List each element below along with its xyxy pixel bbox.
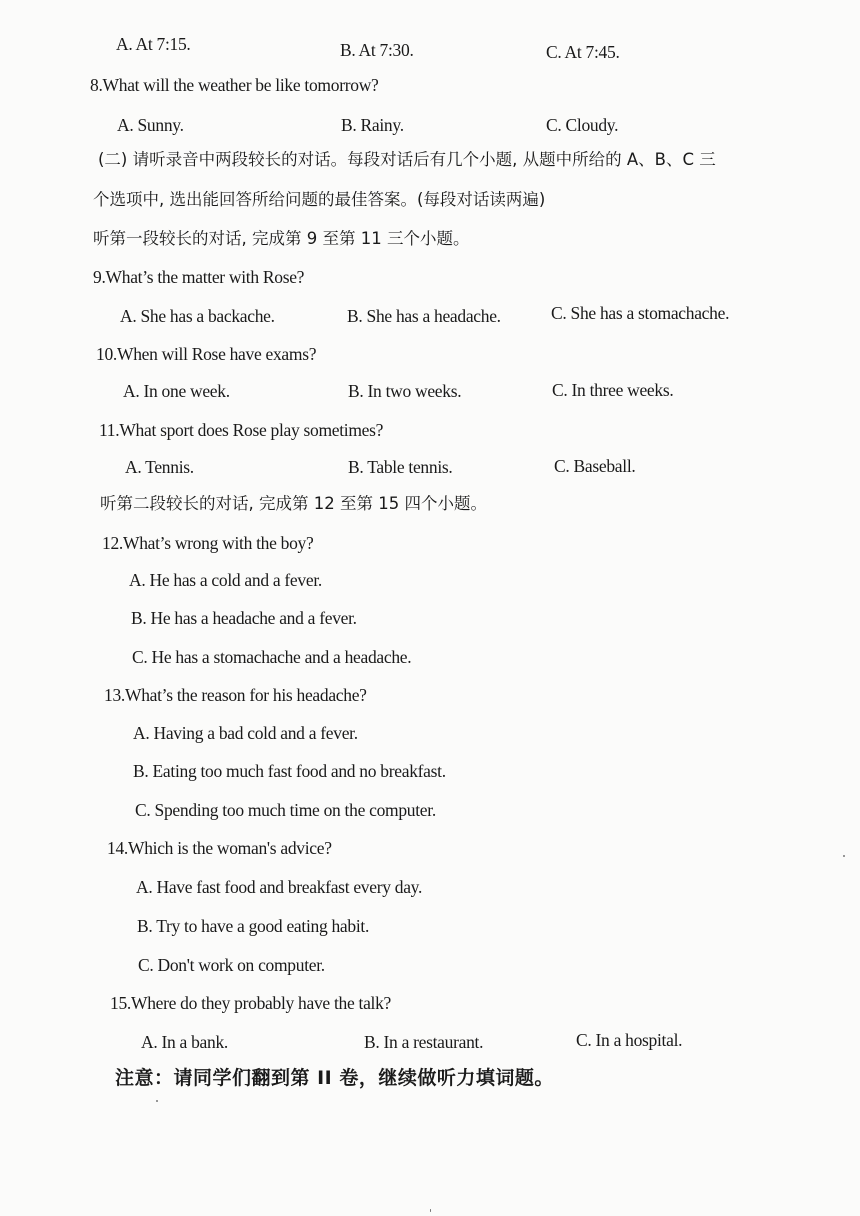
q13-option-b: B. Eating too much fast food and no breakfast. bbox=[133, 761, 446, 781]
q14-option-c: C. Don't work on computer. bbox=[138, 955, 325, 975]
q7-option-b: B. At 7:30. bbox=[340, 40, 414, 60]
q12-question: 12.What’s wrong with the boy? bbox=[102, 533, 314, 553]
q15-option-c: C. In a hospital. bbox=[576, 1030, 683, 1050]
q12-option-b: B. He has a headache and a fever. bbox=[131, 608, 357, 628]
scan-speck bbox=[430, 1209, 431, 1212]
q8-option-c: C. Cloudy. bbox=[546, 115, 619, 135]
q9-option-a: A. She has a backache. bbox=[120, 306, 275, 326]
q9-option-c: C. She has a stomachache. bbox=[551, 303, 730, 323]
q10-option-c: C. In three weeks. bbox=[552, 380, 674, 400]
q8-question: 8.What will the weather be like tomorrow? bbox=[90, 75, 379, 95]
scan-speck bbox=[156, 1100, 158, 1102]
q15-option-b: B. In a restaurant. bbox=[364, 1032, 484, 1052]
dialog2-intro: 听第二段较长的对话, 完成第 12 至第 15 四个小题。 bbox=[100, 494, 487, 513]
q10-question: 10.When will Rose have exams? bbox=[96, 344, 317, 364]
section2-instruction-line1: (二) 请听录音中两段较长的对话。每段对话后有几个小题, 从题中所给的 A、B、C 三 bbox=[98, 150, 716, 169]
scan-speck bbox=[843, 855, 845, 857]
q12-option-a: A. He has a cold and a fever. bbox=[129, 570, 322, 590]
q7-option-c: C. At 7:45. bbox=[546, 42, 620, 62]
q15-option-a: A. In a bank. bbox=[141, 1032, 228, 1052]
q10-option-a: A. In one week. bbox=[123, 381, 230, 401]
q14-question: 14.Which is the woman's advice? bbox=[107, 838, 332, 858]
q13-question: 13.What’s the reason for his headache? bbox=[104, 685, 367, 705]
section2-instruction-line2: 个选项中, 选出能回答所给问题的最佳答案。(每段对话读两遍) bbox=[93, 190, 546, 209]
q13-option-a: A. Having a bad cold and a fever. bbox=[133, 723, 358, 743]
q10-option-b: B. In two weeks. bbox=[348, 381, 462, 401]
notice: 注意：请同学们翻到第 II 卷，继续做听力填词题。 bbox=[115, 1067, 554, 1089]
q11-option-c: C. Baseball. bbox=[554, 456, 636, 476]
q8-option-a: A. Sunny. bbox=[117, 115, 184, 135]
q7-option-a: A. At 7:15. bbox=[116, 34, 191, 54]
q14-option-a: A. Have fast food and breakfast every day. bbox=[136, 877, 423, 897]
dialog1-intro: 听第一段较长的对话, 完成第 9 至第 11 三个小题。 bbox=[93, 229, 470, 248]
q15-question: 15.Where do they probably have the talk? bbox=[110, 993, 392, 1013]
q8-option-b: B. Rainy. bbox=[341, 115, 404, 135]
q9-option-b: B. She has a headache. bbox=[347, 306, 501, 326]
q11-option-a: A. Tennis. bbox=[125, 457, 194, 477]
q14-option-b: B. Try to have a good eating habit. bbox=[137, 916, 370, 936]
q11-question: 11.What sport does Rose play sometimes? bbox=[99, 420, 384, 440]
q13-option-c: C. Spending too much time on the computer. bbox=[135, 800, 436, 820]
q11-option-b: B. Table tennis. bbox=[348, 457, 453, 477]
q12-option-c: C. He has a stomachache and a headache. bbox=[132, 647, 412, 667]
q9-question: 9.What’s the matter with Rose? bbox=[93, 267, 305, 287]
